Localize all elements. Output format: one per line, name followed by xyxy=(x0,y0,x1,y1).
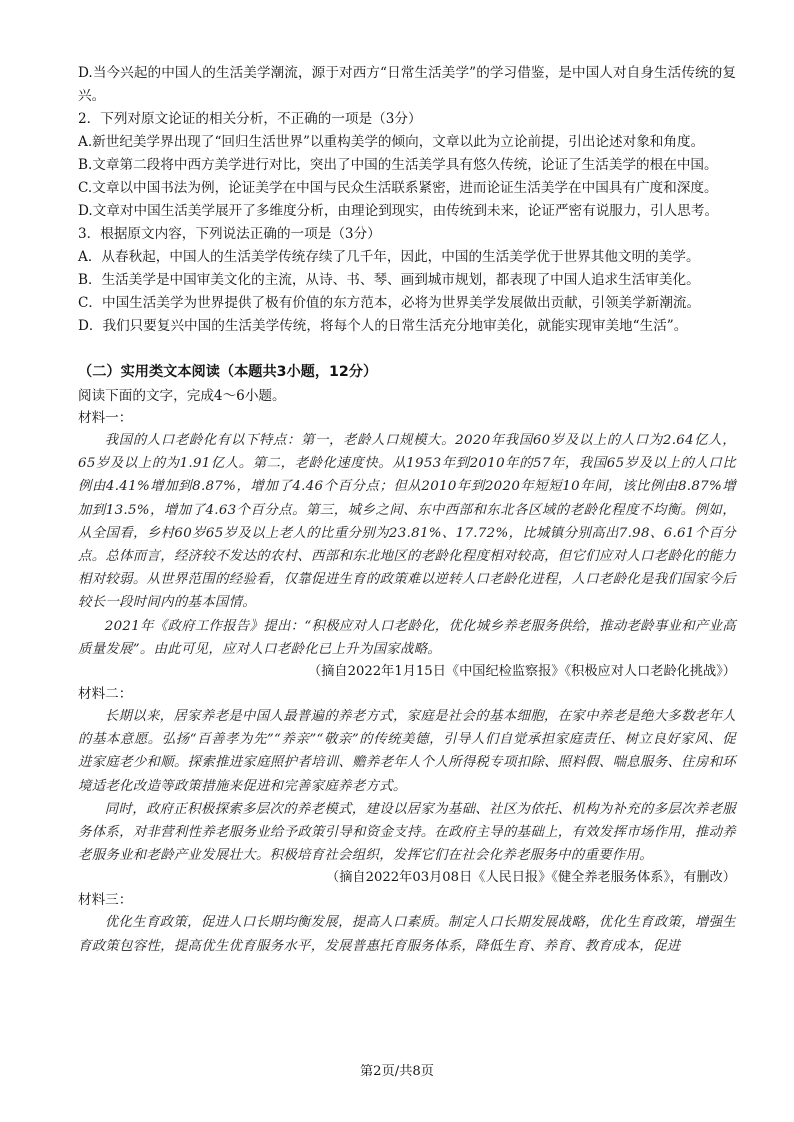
section-2-practical-reading xyxy=(78,360,736,958)
q2-stem: 2．下列对原文论证的相关分析，不正确的一项是（3分） xyxy=(78,111,422,127)
q3-option-c: C．中国生活美学为世界提供了极有价值的东方范本，必将为世界美学发展做出贡献，引领美学新潮流。 xyxy=(78,295,701,311)
material-1-paragraph-1: 我国的人口老龄化有以下特点：第一，老龄人口规模大。2020年我国60岁及以上的人口为2.64亿人，65岁及以上的为1.91亿人。第二，老龄化速度快。从1953年到2010年的57年，我国65岁及以上的人口比例由4.41%增加到8.87%，增加了4.46个百分点；但从2010年到2020年短短10年间，该比例由8.87%增加到13.5%，增加了4.63个百分点。第三，城乡之间、东中西部和东北各区域的老龄化程度不均衡。例如，从全国看，乡村60岁65岁及以上老人的比重分别为23.81%、17.72%，比城镇分别高出7.98、6.61个百分点。总体而言，经济较不发达的农村、西部和东北地区的老龄化程度相对较高，但它们应对人口老龄化的能力相对较弱。从世界范围的经验看，仅靠促进生育的政策难以逆转人口老龄化进程，人口老龄化是我们国家今后较长一段时间内的基本国情。 xyxy=(78,433,736,611)
material-2-label: 材料二： xyxy=(78,686,133,703)
section-1-questions xyxy=(78,62,736,338)
material-1-label: 材料一： xyxy=(78,410,133,426)
material-2-source: （摘自2022年03月08日《人民日报》《健全养老服务体系》，有删改） xyxy=(326,870,736,886)
material-3-paragraph-1: 优化生育政策，促进人口长期均衡发展，提高人口素质。制定人口长期发展战略，优化生育政策，增强生育政策包容性，提高优生优育服务水平，发展普惠托育服务体系，降低生育、养育、教育成本，促进 xyxy=(78,915,736,954)
q2-option-a: A.新世纪美学界出现了“回归生活世界”以重构美学的倾向，文章以此为立论前提，引出论述对象和角度。 xyxy=(78,134,705,150)
material-2-paragraph-2: 同时，政府正积极探索多层次的养老模式，建设以居家为基础、社区为依托、机构为补充的多层次养老服务体系，对非营利性养老服务业给予政策引导和资金支持。在政府主导的基础上，有效发挥市场作用，推动养老服务业和老龄产业发展壮大。积极培育社会组织，发挥它们在社会化养老服务中的重要作用。 xyxy=(78,801,736,864)
q2-option-b: B.文章第二段将中西方美学进行对比，突出了中国的生活美学具有悠久传统，论证了生活美学的根在中国。 xyxy=(78,157,718,173)
q3-stem: 3．根据原文内容，下列说法正确的一项是（3分） xyxy=(78,226,381,242)
material-2-paragraph-1: 长期以来，居家养老是中国人最普遍的养老方式，家庭是社会的基本细胞，在家中养老是绝大多数老年人的基本意愿。弘扬“百善孝为先”“养亲”“敬亲”的传统美德，引导人们自觉承担家庭责任、树立良好家风、促进家庭老少和顺。探索推进家庭照护者培训、赡养老年人个人所得税专项扣除、照料假、喘息服务、住房和环境适老化改造等政策措施来促进和完善家庭养老方式。 xyxy=(78,709,736,794)
q1-option-d: D.当今兴起的中国人的生活美学潮流，源于对西方“日常生活美学”的学习借鉴，是中国人对自身生活传统的复兴。 xyxy=(78,65,736,104)
q3-option-b: B．生活美学是中国审美文化的主流，从诗、书、琴、画到城市规划，都表现了中国人追求生活审美化。 xyxy=(78,272,700,288)
page-number-footer: 第2页/共8页 xyxy=(360,1064,434,1079)
q3-option-d: D．我们只要复兴中国的生活美学传统，将每个人的日常生活充分地审美化，就能实现审美地“生活”。 xyxy=(78,318,688,334)
section-2-title: （二）实用类文本阅读（本题共3小题，12分） xyxy=(78,364,378,380)
material-1-source: （摘自2022年1月15日《中国纪检监察报》《积极应对人口老龄化挑战》） xyxy=(308,664,736,680)
section-spacer xyxy=(78,338,736,360)
q2-option-c: C.文章以中国书法为例，论证美学在中国与民众生活联系紧密，进而论证生活美学在中国具有广度和深度。 xyxy=(78,180,718,196)
material-3-label: 材料三： xyxy=(78,892,133,909)
material-1-paragraph-2: 2021年《政府工作报告》提出：“积极应对人口老龄化，优化城乡养老服务供给，推动老龄事业和产业高质量发展”。由此可见，应对人口老龄化已上升为国家战略。 xyxy=(78,618,736,657)
section-2-instruction: 阅读下面的文字，完成4～6小题。 xyxy=(78,388,286,404)
q2-option-d: D.文章对中国生活美学展开了多维度分析，由理论到现实，由传统到未来，论证严密有说服力，引人思考。 xyxy=(78,203,719,219)
q3-option-a: A．从春秋起，中国人的生活美学传统存续了几千年，因此，中国的生活美学优于世界其他文明的美学。 xyxy=(78,249,700,265)
